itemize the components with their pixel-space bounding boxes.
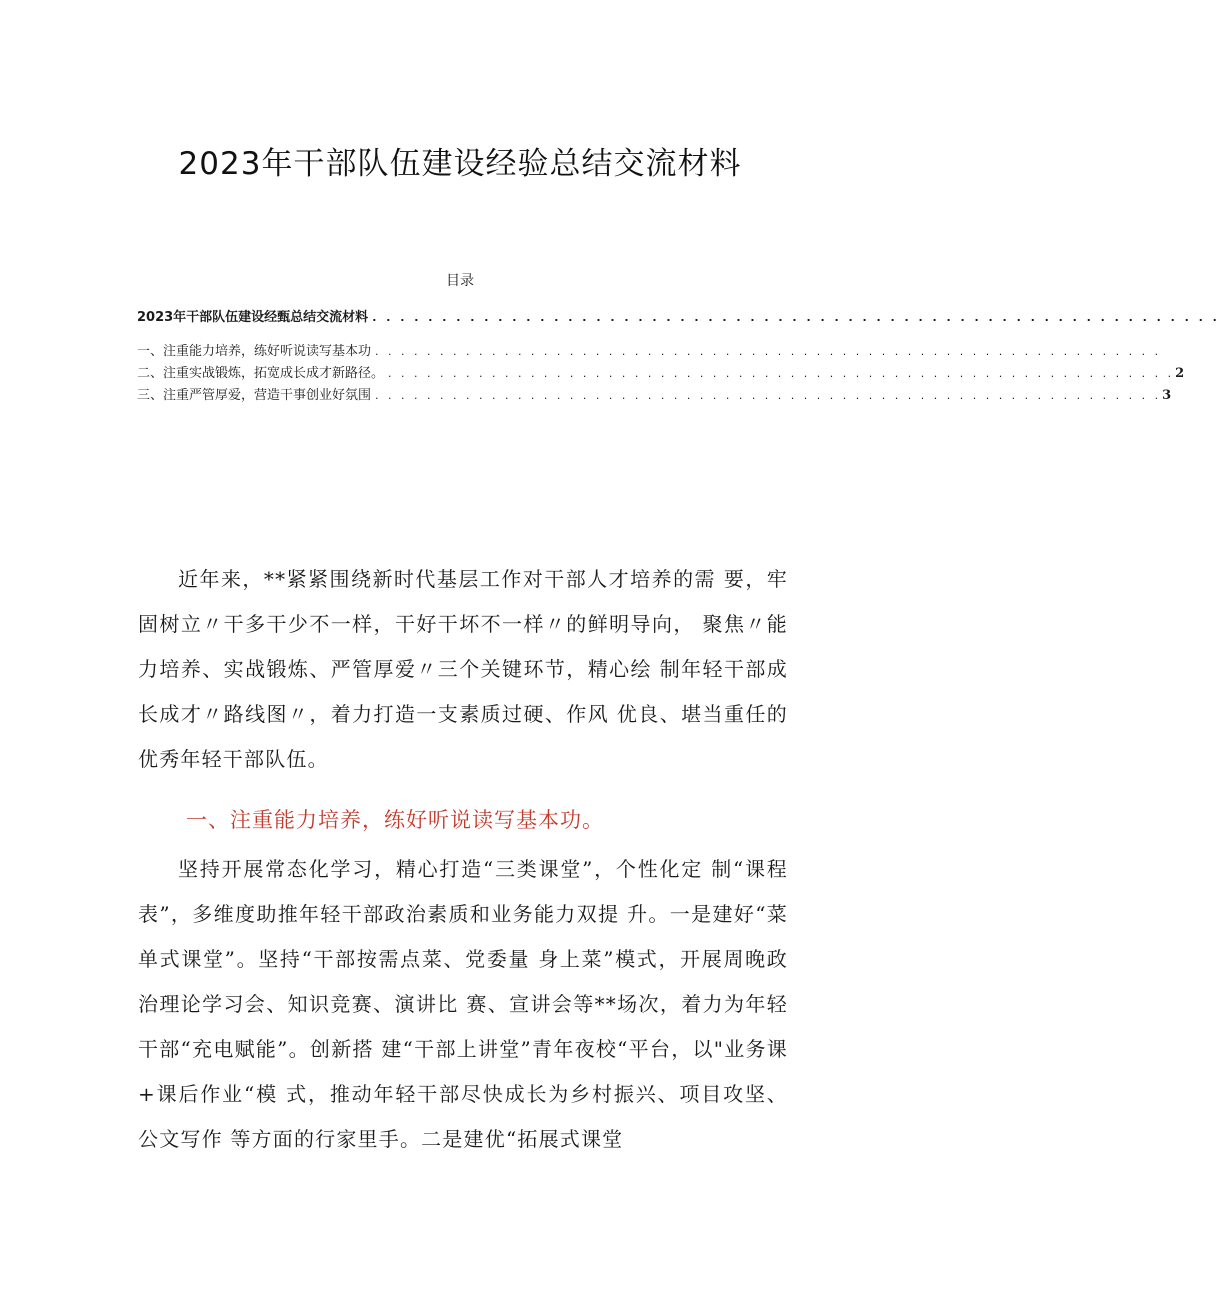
toc-entry[interactable] bbox=[137, 340, 1162, 362]
table-of-contents bbox=[137, 306, 1220, 406]
toc-entry-label: 一、注重能力培养，练好听说读写基本功 bbox=[137, 344, 372, 359]
toc-entry[interactable] bbox=[137, 362, 1185, 384]
toc-entry[interactable] bbox=[137, 384, 1172, 406]
section-paragraph: 坚持开展常态化学习，精心打造“三类课堂”，个性化定 制“课程表”，多维度助推年轻干部政治素质和业务能力双提 升。一是建好“菜单式课堂”。坚持“干部按需点菜、党委量 身上菜”模式，开展周晚政治理论学习会、知识竞赛、演讲比 赛、宣讲会等**场次，着力为年轻干部“充电赋能”。创新搭 建“干部上讲堂”青年夜校“平台，以"业务课+课后作业“模 式，推动年轻干部尽快成长为乡村振兴、项目攻坚、公文写作 等方面的行家里手。二是建优“拓展式课堂 bbox=[138, 857, 788, 1151]
toc-leader-dots: . . . . . . . . . . . . . . . . . . . . . . . . . . . . . . . . . . . . . . . . . . . . . . . . . . . . . . . . . . . . . bbox=[372, 311, 1220, 324]
intro-paragraph: 近年来，**紧紧围绕新时代基层工作对干部人才培养的需 要，牢固树立〃干多干少不一样，干好干坏不一样〃的鲜明导向， 聚焦〃能力培养、实战锻炼、严管厚爱〃三个关键环节，精心绘 制年轻干部成长成才〃路线图〃，着力打造一支素质过硬、作风 优良、堪当重任的优秀年轻干部队伍。 bbox=[138, 567, 788, 771]
section-heading: 一、注重能力培养，练好听说读写基本功。 bbox=[186, 808, 604, 832]
toc-leader-dots: . . . . . . . . . . . . . . . . . . . . . . . . . . . . . . . . . . . . . . . . . . . . . . . . . . . . . . . . . . . . . bbox=[388, 367, 1175, 380]
toc-leader-dots: . . . . . . . . . . . . . . . . . . . . . . . . . . . . . . . . . . . . . . . . . . . . . . . . . . . . . . . . . . . . . bbox=[375, 389, 1162, 402]
toc-entry-label: 2023年干部队伍建设经甄总结交流材料 bbox=[137, 310, 369, 325]
toc-page-number: 3 bbox=[1162, 388, 1172, 403]
toc-page-number: 2 bbox=[1175, 366, 1185, 381]
toc-leader-dots: . . . . . . . . . . . . . . . . . . . . . . . . . . . . . . . . . . . . . . . . . . . . . . . . . . . . . . . . . . . . . bbox=[375, 345, 1162, 358]
document-title: 2023年干部队伍建设经验总结交流材料 bbox=[178, 146, 742, 182]
toc-heading: 目录 bbox=[446, 273, 474, 289]
toc-entry-label: 三、注重严管厚爱，营造干事创业好氛围 bbox=[137, 388, 372, 403]
toc-entry[interactable] bbox=[137, 306, 1220, 328]
toc-entry-label: 二、注重实战锻炼，拓宽成长成才新路径。 bbox=[137, 366, 385, 381]
